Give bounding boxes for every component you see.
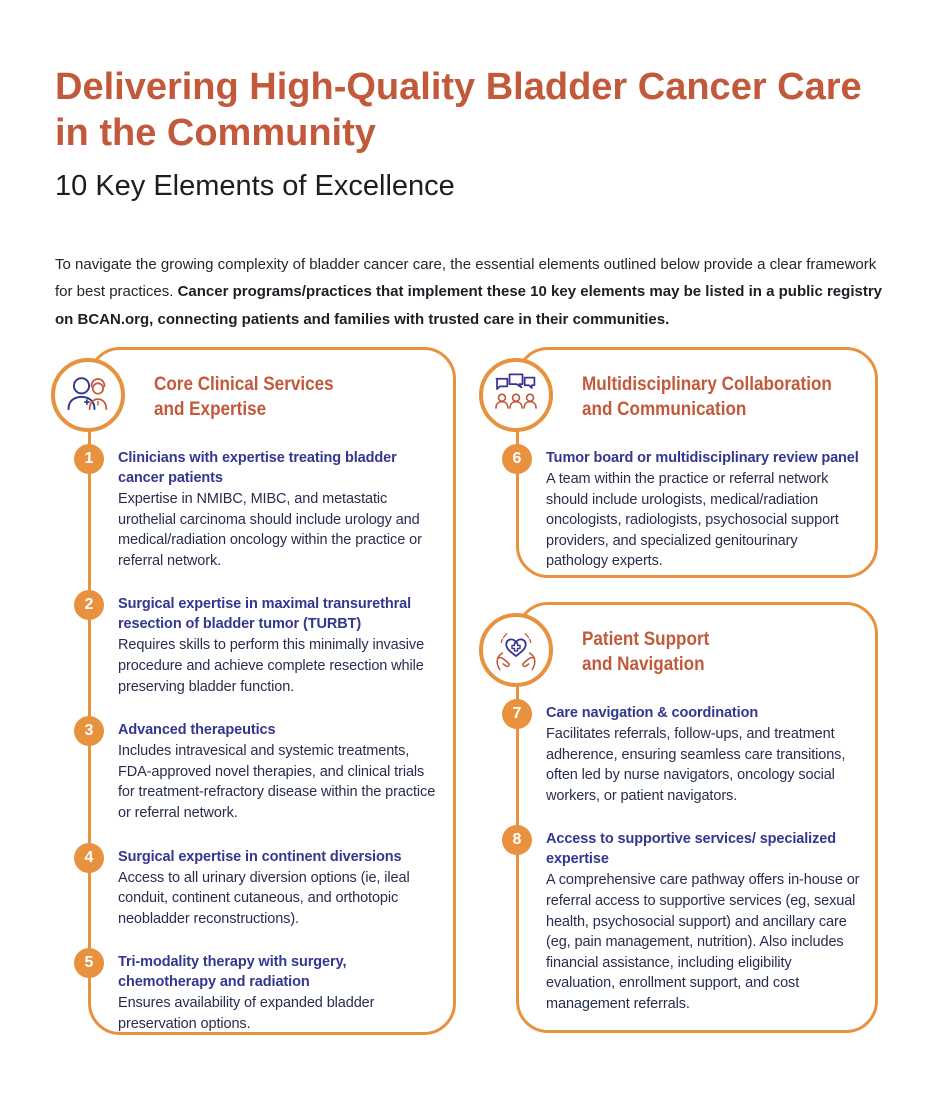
panel-title-line1: Core Clinical Services bbox=[154, 374, 334, 395]
support-icon bbox=[479, 613, 553, 687]
panel-title-multi bbox=[582, 372, 861, 422]
item-number-badge: 4 bbox=[74, 843, 104, 873]
item-body: Ensures availability of expanded bladder preservation options. bbox=[118, 995, 375, 1032]
panel-title-line2: and Communication bbox=[582, 399, 747, 421]
item-title: Advanced therapeutics bbox=[118, 722, 276, 739]
item-body: Facilitates referrals, follow-ups, and treatment adherence, ensuring seamless care transitions, often led by nurse navigators, oncology social workers, or patient navigators. bbox=[546, 726, 846, 804]
list-item-4 bbox=[84, 847, 439, 930]
panel-title-support bbox=[582, 627, 861, 677]
list-item-1 bbox=[84, 448, 439, 571]
panel-core-clinical bbox=[84, 347, 456, 1035]
panel-title-line2: and Navigation bbox=[582, 654, 705, 676]
list-item-2 bbox=[84, 594, 439, 697]
item-number-badge: 1 bbox=[74, 444, 104, 474]
item-title: Surgical expertise in continent diversions bbox=[118, 848, 402, 865]
item-body: Includes intravesical and systemic treatments, FDA-approved novel therapies, and clinical trials for treatment-refractory disease within the practice or referral network. bbox=[118, 743, 436, 821]
item-title: Tri-modality therapy with surgery, chemotherapy and radiation bbox=[118, 954, 347, 991]
list-item-8 bbox=[512, 829, 861, 1014]
page-header bbox=[55, 64, 885, 204]
panel-title-line1: Patient Support bbox=[582, 629, 710, 650]
support-items-list bbox=[512, 703, 861, 1014]
list-item-6 bbox=[512, 448, 861, 572]
intro-bold-text: Cancer programs/practices that implement these 10 key elements may be listed in a public registry on BCAN.org, connecting patients and families with trusted care in their communities. bbox=[55, 283, 882, 328]
clinicians-icon bbox=[51, 358, 125, 432]
item-body: A team within the practice or referral network should include urologists, medical/radiation oncologists, radiologists, psychosocial support providers, and specialized genitourinary pathology experts. bbox=[546, 471, 839, 570]
item-body: A comprehensive care pathway offers in-house or referral access to supportive services (eg, sexual health, psychosocial support) and ancillary care (eg, pain management, nutrition). Also includes financial assistance, including eligibility evaluation, enrollment support, and cost management referrals. bbox=[546, 872, 860, 1012]
panel-title-core bbox=[154, 372, 439, 422]
intro-regular-text: To navigate the growing complexity of bladder cancer care, the essential elements outlined below provide a clear framework for best practices. bbox=[55, 256, 877, 301]
item-number-badge: 7 bbox=[502, 699, 532, 729]
item-title: Access to supportive services/ specialized expertise bbox=[546, 831, 836, 868]
multi-items-list bbox=[512, 448, 861, 572]
item-title: Clinicians with expertise treating bladder cancer patients bbox=[118, 450, 397, 487]
panel-title-line1: Multidisciplinary Collaboration bbox=[582, 374, 832, 395]
item-body: Access to all urinary diversion options (ie, ileal conduit, continent cutaneous, and orthotopic neobladder reconstructions). bbox=[118, 869, 410, 927]
intro-paragraph bbox=[55, 251, 883, 333]
item-number-badge: 3 bbox=[74, 716, 104, 746]
item-number-badge: 6 bbox=[502, 444, 532, 474]
item-title: Surgical expertise in maximal transurethral resection of bladder tumor (TURBT) bbox=[118, 596, 412, 633]
list-item-7 bbox=[512, 703, 861, 806]
list-item-3 bbox=[84, 720, 439, 823]
item-number-badge: 2 bbox=[74, 590, 104, 620]
page-subtitle: 10 Key Elements of Excellence bbox=[55, 169, 455, 202]
item-number-badge: 5 bbox=[74, 948, 104, 978]
collaboration-icon bbox=[479, 358, 553, 432]
list-item-5 bbox=[84, 952, 439, 1034]
panel-title-line2: and Expertise bbox=[154, 399, 267, 421]
item-body: Expertise in NMIBC, MIBC, and metastatic urothelial carcinoma should include urology and medical/radiation oncology within the practice or referral network. bbox=[118, 491, 422, 569]
item-title: Tumor board or multidisciplinary review panel bbox=[546, 450, 859, 467]
page-title: Delivering High-Quality Bladder Cancer Care in the Community bbox=[55, 66, 862, 155]
panel-patient-support bbox=[512, 602, 878, 1033]
item-body: Requires skills to perform this minimally invasive procedure and achieve complete resection while preserving bladder function. bbox=[118, 637, 425, 695]
item-number-badge: 8 bbox=[502, 825, 532, 855]
item-title: Care navigation & coordination bbox=[546, 705, 759, 722]
core-items-list bbox=[84, 448, 439, 1034]
panel-multidisciplinary bbox=[512, 347, 878, 578]
